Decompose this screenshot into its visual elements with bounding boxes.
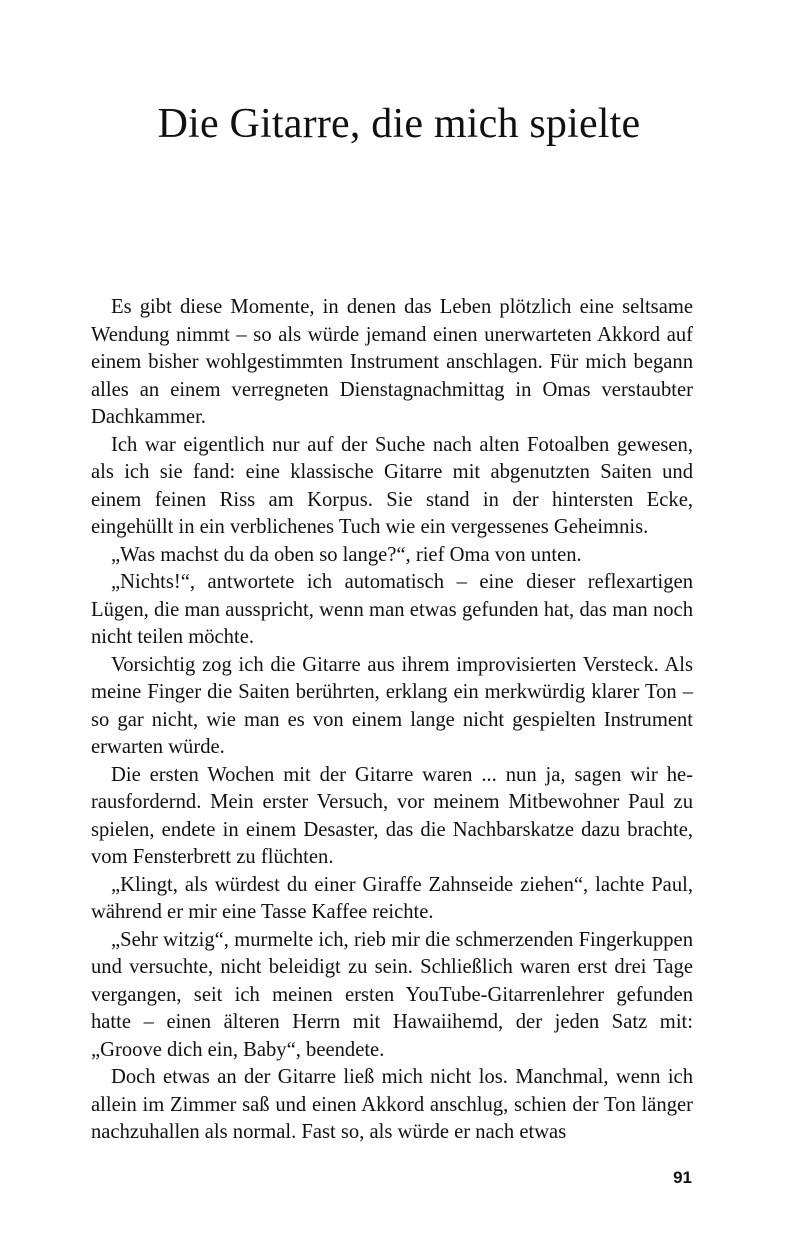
paragraph: Doch etwas an der Gitarre ließ mich nicht los. Manchmal, wenn ich allein im Zimmer saß und einen Akkord anschlug, schien der Ton länger nachzuhallen als normal. Fast so, als würde er nach etwas bbox=[91, 1066, 693, 1143]
paragraph: „Nichts!“, antwortete ich automatisch – eine dieser reflexartigen Lügen, die man ausspricht, wenn man etwas gefunden hat, das man noch nicht teilen möchte. bbox=[91, 571, 693, 648]
paragraph: „Sehr witzig“, murmelte ich, rieb mir die schmerzenden Fingerkuppen und versuchte, nicht beleidigt zu sein. Schließlich waren erst drei Tage vergangen, seit ich meinen ersten YouTube-Gitarrenlehrer gefunden hatte – einen älteren Herrn mit Hawaiihemd, der jeden Satz mit: „Groove dich ein, Baby“, beendete. bbox=[91, 928, 693, 1061]
paragraph: Ich war eigentlich nur auf der Suche nach alten Fotoalben gewesen, als ich sie fand: eine klassische Gitarre mit abgenutzten Saiten und einem feinen Riss am Korpus. Sie stand in der hintersten Ecke, eingehüllt in ein verblichenes Tuch wie ein vergessenes Geheimnis. bbox=[91, 433, 693, 538]
paragraph: „Was machst du da oben so lange?“, rief Oma von unten. bbox=[111, 543, 582, 566]
paragraph: Es gibt diese Momente, in denen das Leben plötzlich eine seltsame Wendung nimmt – so als würde jemand einen unerwarteten Akkord auf einem bisher wohlgestimmten Instrument anschlagen. Für mich begann alles an einem verregneten Dienstagnachmittag in Omas verstaubter Dachkammer. bbox=[91, 296, 693, 428]
paragraph: „Klingt, als würdest du einer Giraffe Zahnseide ziehen“, lachte Paul, während er mir eine Tasse Kaffee reichte. bbox=[91, 873, 693, 923]
paragraph: Die ersten Wochen mit der Gitarre waren ... nun ja, sagen wir herausfordernd. Mein erster Versuch, vor meinem Mitbewohner Paul zu spielen, endete in einem Desaster, das die Nachbarskatze dazu brachte, vom Fensterbrett zu flüchten. bbox=[91, 763, 693, 868]
page-number: 91 bbox=[673, 1168, 692, 1187]
body-text bbox=[91, 294, 693, 1147]
paragraph: Vorsichtig zog ich die Gitarre aus ihrem improvisierten Versteck. Als meine Finger die Saiten berührten, erklang ein merkwürdig klarer Ton – so gar nicht, wie man es von einem lange nicht gespielten Instrument erwarten würde. bbox=[91, 653, 693, 758]
chapter-title: Die Gitarre, die mich spielte bbox=[157, 101, 641, 147]
